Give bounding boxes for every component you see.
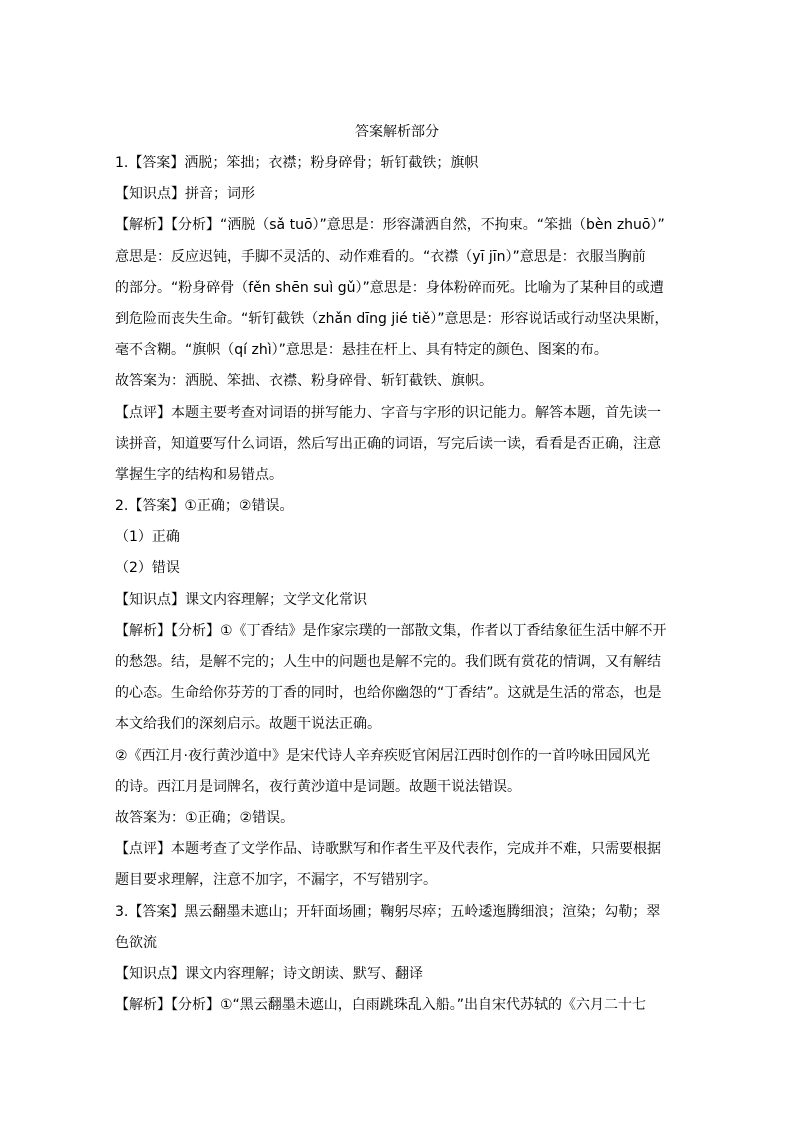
text-line: 【解析】【分析】①“黑云翻墨未遮山，白雨跳珠乱入船。”出自宋代苏轼的《六月二十七 — [115, 997, 647, 1014]
text-line: 【解析】【分析】“洒脱（sǎ tuō）”意思是：形容潇洒自然，不拘束。“笨拙（bèn zhuō）” — [115, 217, 665, 234]
text-line: 掌握生字的结构和易错点。 — [115, 466, 283, 483]
text-line: 【点评】本题考查了文学作品、诗歌默写和作者生平及代表作，完成并不难，只需要根据 — [115, 841, 661, 858]
text-line: 的部分。“粉身碎骨（fěn shēn suì gǔ）”意思是：身体粉碎而死。比喻为了某种目的或遭 — [115, 279, 664, 296]
text-line: 1.【答案】洒脱；笨拙；衣襟；粉身碎骨；斩钉截铁；旗帜 — [115, 155, 479, 171]
text-line: 意思是：反应迟钝，手脚不灵活的、动作难看的。“衣襟（yī jīn）”意思是：衣服当胸前 — [115, 248, 646, 265]
text-line: 3.【答案】黑云翻墨未遮山；开轩面场圃；鞠躬尽瘁；五岭逶迤腾细浪；渲染；勾勒；翠 — [115, 903, 661, 920]
text-line: 的心态。生命给你芬芳的丁香的同时，也给你幽怨的“丁香结”。这就是生活的常态，也是 — [115, 685, 662, 702]
text-line: 的愁怨。结，是解不完的；人生中的问题也是解不完的。我们既有赏花的情调，又有解结 — [115, 654, 661, 670]
text-line: 毫不含糊。“旗帜（qí zhì）”意思是：悬挂在杆上、具有特定的颜色、图案的布。 — [115, 342, 608, 359]
text-line: 故答案为：①正确；②错误。 — [115, 809, 295, 826]
text-line: 读拼音，知道要写什么词语，然后写出正确的词语，写完后读一读，看看是否正确，注意 — [115, 435, 661, 452]
text-line: 的诗。西江月是词牌名，夜行黄沙道中是词题。故题干说法错误。 — [115, 778, 521, 795]
text-line: 2.【答案】①正确；②错误。 — [115, 498, 294, 515]
text-line: 本文给我们的深刻启示。故题干说法正确。 — [115, 716, 381, 733]
text-line: 色欲流 — [115, 934, 157, 951]
text-line: （1）正确 — [115, 529, 180, 546]
text-line: 【解析】【分析】①《丁香结》是作家宗璞的一部散文集，作者以丁香结象征生活中解不开 — [115, 622, 667, 639]
answer-analysis-body — [115, 150, 680, 1023]
page-title: 答案解析部分 — [355, 124, 439, 140]
text-line: ②《西江月·夜行黄沙道中》是宋代诗人辛弃疾贬官闲居江西时创作的一首吟咏田园风光 — [115, 747, 650, 764]
text-line: 【知识点】拼音；词形 — [115, 186, 255, 203]
text-line: 故答案为：洒脱、笨拙、衣襟、粉身碎骨、斩钉截铁、旗帜。 — [115, 373, 493, 390]
text-line: 【知识点】课文内容理解；诗文朗读、默写、翻译 — [115, 965, 423, 982]
text-line: 题目要求理解，注意不加字，不漏字，不写错别字。 — [115, 872, 437, 889]
text-line: （2）错误 — [115, 560, 180, 577]
text-line: 【知识点】课文内容理解；文学文化常识 — [115, 591, 367, 608]
text-line: 到危险而丧失生命。“斩钉截铁（zhǎn dīng jié tiě）”意思是：形容说话或行动坚决果断， — [115, 310, 669, 327]
text-line: 【点评】本题主要考查对词语的拼写能力、字音与字形的识记能力。解答本题，首先读一 — [115, 404, 661, 421]
